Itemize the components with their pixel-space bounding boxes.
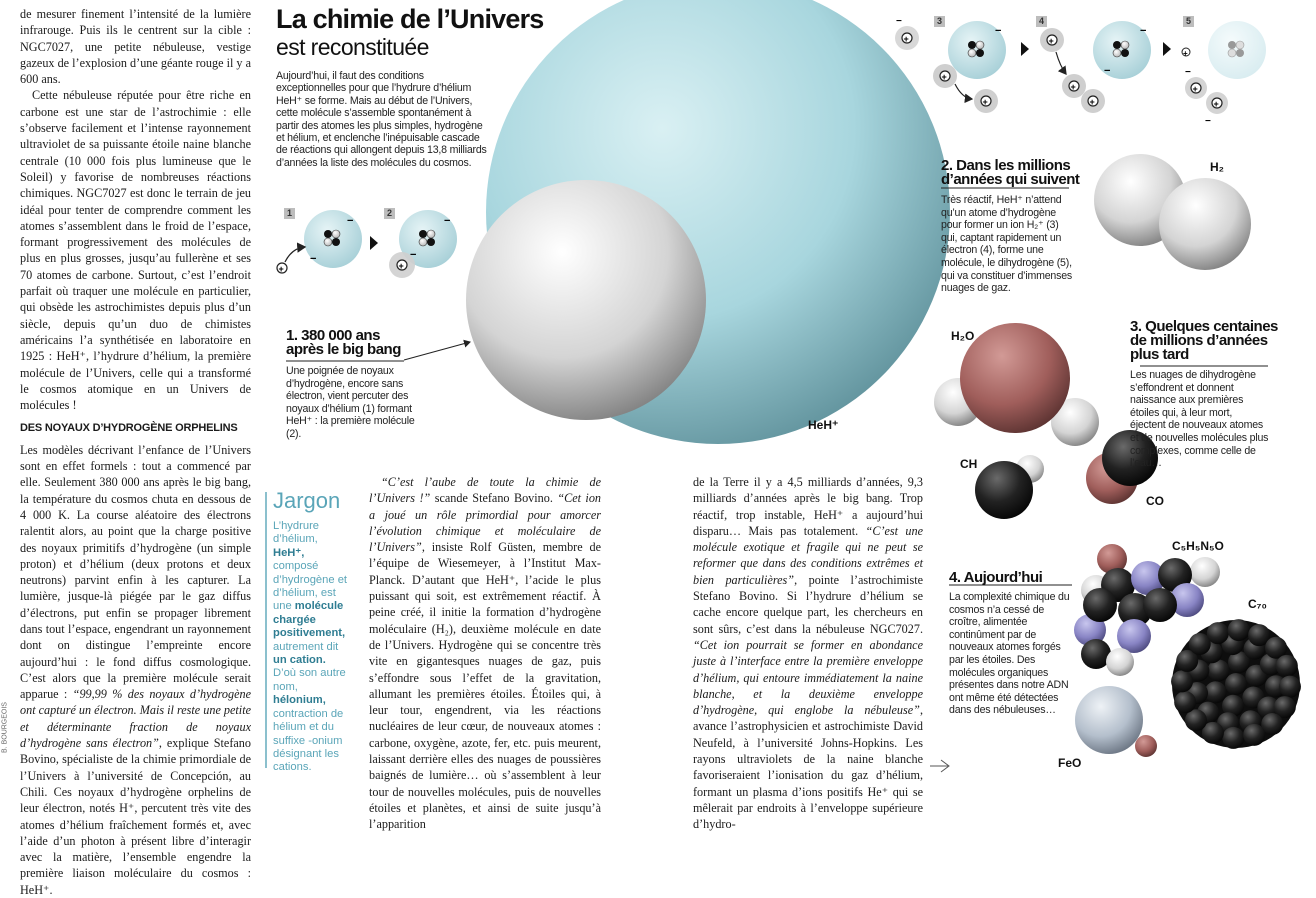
svg-text:−: − xyxy=(347,215,354,227)
stage1-caption: Une poignée de noyaux d’hydrogène, encore sans électron, vient percuter des noyaux d’hélium (1) formant HeH⁺ : la première molécule (2). xyxy=(286,365,415,440)
left-column xyxy=(20,6,251,898)
feo-iron xyxy=(1075,686,1143,754)
reaction-step-1-diagram xyxy=(277,210,378,274)
feo-oxygen xyxy=(1135,735,1157,757)
left-paragraph-3: Les modèles décrivant l’enfance de l’Univers sont en effet formels : tout a commencé par elle. Seulement 380 000 ans après le big bang, la température du cosmos chuta en dessous de 4 000 K. La course aléatoire des électrons ralentit alors, au point que la charge positive des noyaux primitifs d’hydrogène (un simple proton) et d’hélium (deux protons et deux neutrons) parvint enfin à les capturer. La lumière, jusque-là piégée par le gaz diffus d’électrons, put enfin se propager librement dans tout l’espace, engendrant un rayonnement dont on distingue l’empreinte encore aujourd’hui : le fond diffus cosmologique. C’est alors que la première molécule serait apparue : “99,99 % des noyaux d’hydrogène ont capturé un électron. Mais il reste une petite et déterminante fraction de noyaux d’hydrogène sans électron”, explique Stefano Bovino, spécialiste de la chimie primordiale de l’Univers à l’université de Concepción, au Chili. Ces noyaux d’hydrogène orphelins de leur électron, notés H⁺, percutent très vite des atomes d’hélium fraîchement formés et, avec l’aide d’un photon à présent libre d’interagir avec la matière, l’ensemble engendre la première liaison moléculaire du cosmos : HeH⁺. xyxy=(20,442,251,897)
left-quote: “99,99 % des noyaux d’hydrogène ont capturé un électron. Mais il reste une petite et déterminante fraction de noyaux d’hydrogène sans électron” xyxy=(20,687,251,751)
middle-column xyxy=(369,474,601,833)
svg-text:+: + xyxy=(398,261,404,271)
photo-credit: B. BOURGEOIS xyxy=(1,702,9,753)
c70-carbon-atom xyxy=(1228,619,1250,641)
svg-text:−: − xyxy=(1205,116,1211,127)
svg-text:−: − xyxy=(444,215,451,227)
svg-text:+: + xyxy=(941,72,947,82)
svg-text:+: + xyxy=(982,97,988,107)
reaction-step-2-diagram xyxy=(389,210,457,278)
section-heading: DES NOYAUX D’HYDROGÈNE ORPHELINS xyxy=(20,422,238,435)
stage3-caption: Les nuages de dihydrogène s’effondrent et donnent naissance aux premières étoiles qui, à leur mort, éjectent de nouveaux atomes et de nouvelles molécules plus complexes, comme celle de l’eau… xyxy=(1130,369,1269,470)
feo-label: FeO xyxy=(1058,756,1082,770)
h2-label: H₂ xyxy=(1210,160,1224,174)
svg-text:−: − xyxy=(410,249,417,261)
stage1-heading: 1. 380 000 ans après le big bang xyxy=(286,327,401,358)
c70-molecule xyxy=(1171,619,1301,749)
middle-paragraph: “C’est l’aube de toute la chimie de l’Univers !” scande Stefano Bovino. “Cet ion a joué un rôle primordial pour amorcer l’évolution chimique et moléculaire de l’Univers”, insiste Rolf Güsten, membre de l’équipe de Wiesemeyer, à l’Institut Max-Planck. D’autant que HeH⁺, l’acide le plus puissant qui soit, est extrêmement réactif. À peine créé, il initie la formation d’hydrogène moléculaire (H₂), deuxième molécule en date de l’Univers. Hydrogène qui se concentre très vite en gigantesques nuages de gaz, puis s’effondre sous l’effet de la gravitation, allumant les premières étoiles. Étoiles qui, à leur tour, engendrent, via les réactions nucléaires de leur cœur, de nouveaux atomes : carbone, oxygène, azote, fer, etc. puis meurent, laissant derrière elles des nuages de poussières baignés de lumière… où s’assemblent à leur tour de nouvelles molécules, puis de nouvelles étoiles et planètes, et ainsi de suite jusqu’à l’apparition xyxy=(369,475,602,832)
c70-carbon-atom xyxy=(1171,670,1193,692)
step-number-1: 1 xyxy=(284,208,295,219)
page-subtitle: est reconstituée xyxy=(276,34,429,60)
svg-text:+: + xyxy=(1192,84,1198,94)
reaction-step-4-diagram xyxy=(1040,21,1171,113)
hydrogen-atom-large xyxy=(466,180,706,420)
svg-text:+: + xyxy=(278,264,284,274)
jargon-title: Jargon xyxy=(273,488,341,513)
svg-text:+: + xyxy=(1089,97,1095,107)
svg-text:−: − xyxy=(995,25,1002,37)
stage2-heading: 2. Dans les millions d’années qui suivent xyxy=(941,157,1080,188)
step-number-4: 4 xyxy=(1036,16,1047,27)
c70-carbon-atom xyxy=(1222,727,1244,749)
svg-text:−: − xyxy=(1185,67,1191,78)
c70-carbon-atom xyxy=(1279,676,1301,698)
ch-carbon xyxy=(975,461,1033,519)
svg-text:+: + xyxy=(1213,99,1219,109)
stage4-heading: 4. Aujourd’hui xyxy=(949,569,1043,586)
svg-text:+: + xyxy=(1183,49,1188,58)
svg-text:+: + xyxy=(1048,36,1054,46)
c70-carbon-atom xyxy=(1207,622,1229,644)
intro-text: Aujourd’hui, il faut des conditions exceptionnelles pour que l’hydrure d’hélium HeH⁺ se forme. Mais au début de l’Univers, cette molécule s’assemble spontanément à partir des atomes les plus simples, hydrogène et hélium, et enclenche l’inépuisable cascade de réactions qui allongent depuis 13,8 milliards d’années la liste des molécules du cosmos. xyxy=(276,70,487,169)
ch-label: CH xyxy=(960,457,978,471)
step-number-3: 3 xyxy=(934,16,945,27)
c5h5n5o-label: C₅H₅N₅O xyxy=(1172,539,1224,553)
stage4-caption: La complexité chimique du cosmos n’a cessé de croître, alimentée continûment par de nouveaux atomes forgés par les étoiles. Des molécules organiques présentes dans notre ADN ont même été détectées dans des nébuleuses… xyxy=(949,591,1070,717)
step-number-2: 2 xyxy=(384,208,395,219)
svg-text:−: − xyxy=(310,253,317,265)
stage3-heading: 3. Quelques centaines de millions d’années plus tard xyxy=(1130,318,1278,363)
svg-text:−: − xyxy=(896,16,902,27)
c70-carbon-atom xyxy=(1225,673,1247,695)
svg-text:−: − xyxy=(1140,25,1147,37)
svg-text:+: + xyxy=(903,34,909,44)
h2-atom-b xyxy=(1159,178,1251,270)
c70-carbon-atom xyxy=(1276,655,1298,677)
page-title: La chimie de l’Univers xyxy=(276,4,544,34)
co-label: CO xyxy=(1146,494,1164,508)
reaction-step-5-diagram xyxy=(1182,21,1266,127)
svg-text:+: + xyxy=(1070,82,1076,92)
step-number-5: 5 xyxy=(1183,16,1194,27)
right-paragraph: de la Terre il y a 4,5 milliards d’années, 9,3 milliards d’années après le big bang. Trop réactif, trop instable, HeH⁺ a aujourd’hui disparu… Mais pas totalement. “C’est une molécule exotique et fragile qui ne peut se reformer que dans des conditions extrêmes et bien particulières”, pointe l’astrochimiste Stefano Bovino. Si l’hydrure d’hélium se cache encore quelque part, les chercheurs en sont sûrs, c’est dans la nébuleuse NGC7027. “Cet ion pourrait se former en abondance juste à l’interface entre la première enveloppe d’hélium, qui entoure immédiatement la naine blanche, et la deuxième enveloppe d’hydrogène, qui englobe la nébuleuse”, avance l’astrophysicien et astrochimiste David Neufeld, à l’université Johns-Hopkins. Les rayons ultraviolets de la naine blanche favoriseraient l’ionisation du gaz d’hélium, formant un plasma d’ions positifs He⁺ qui se mêlerait par endroits à l’enveloppe supérieure d’hydro- xyxy=(693,475,923,832)
svg-text:−: − xyxy=(1104,65,1111,77)
stage1-arrow xyxy=(404,342,470,360)
c70-label: C₇₀ xyxy=(1248,597,1267,611)
c70-carbon-atom xyxy=(1174,691,1196,713)
left-paragraph-2: Cette nébuleuse réputée pour être riche en carbone est une star de l’astrochimie : elle s’observe facilement et l’intense rayonnement ultraviolet de sa puissante étoile naine blanche centrale (10 000 fois plus lumineuse que le Soleil) y favorise de nombreuses réactions chimiques. NGC7027 est donc le terrain de jeu idéal pour tenter de comprendre comment les atomes s’assemblent dans le froid de l’espace, formant progressivement des molécules de plus en plus grosses, jusqu’au fullerène et ses 70 atomes de carbone. Surtout, c’est l’endroit parfait où traquer une molécule en particulier, qui obsède les astrochimistes depuis plus d’un siècle, depuis qu’un duo de chimistes américains l’a synthétisée en laboratoire en 1925 : HeH⁺, l’hydrure d’hélium, la première molécule de l’Univers, celle qui a transformé le cosmos atomique en un Univers de molécules ! xyxy=(20,88,251,413)
right-column xyxy=(693,474,923,833)
c70-carbon-atom xyxy=(1243,724,1265,746)
heh-label: HeH⁺ xyxy=(808,418,839,432)
page-arrow xyxy=(930,760,949,772)
h2o-oxygen xyxy=(960,323,1070,433)
left-paragraph-1: de mesurer finement l’intensité de la lumière infrarouge. Puis ils le centrent sur la cible : NGC7027, une petite nébuleuse, vestige gazeux de l’explosion d’une géante rouge il y a 600 ans. xyxy=(20,7,251,87)
h2o-label: H₂O xyxy=(951,329,975,343)
jargon-text: L’hydrure d’hélium, HeH⁺, composé d’hydrogène et d’hélium, est une molécule chargée positivement, autrement dit un cation. D’où son autre nom, hélonium, contraction de hélium et du suffixe -onium désignant les cations. xyxy=(273,520,348,774)
stage2-caption: Très réactif, HeH⁺ n’attend qu’un atome d’hydrogène pour former un ion H₂⁺ (3) qui, captant rapidement un électron (4), forme une molécule, le dihydrogène (5), qui va constituer d’immenses nuages de gaz. xyxy=(941,194,1073,295)
